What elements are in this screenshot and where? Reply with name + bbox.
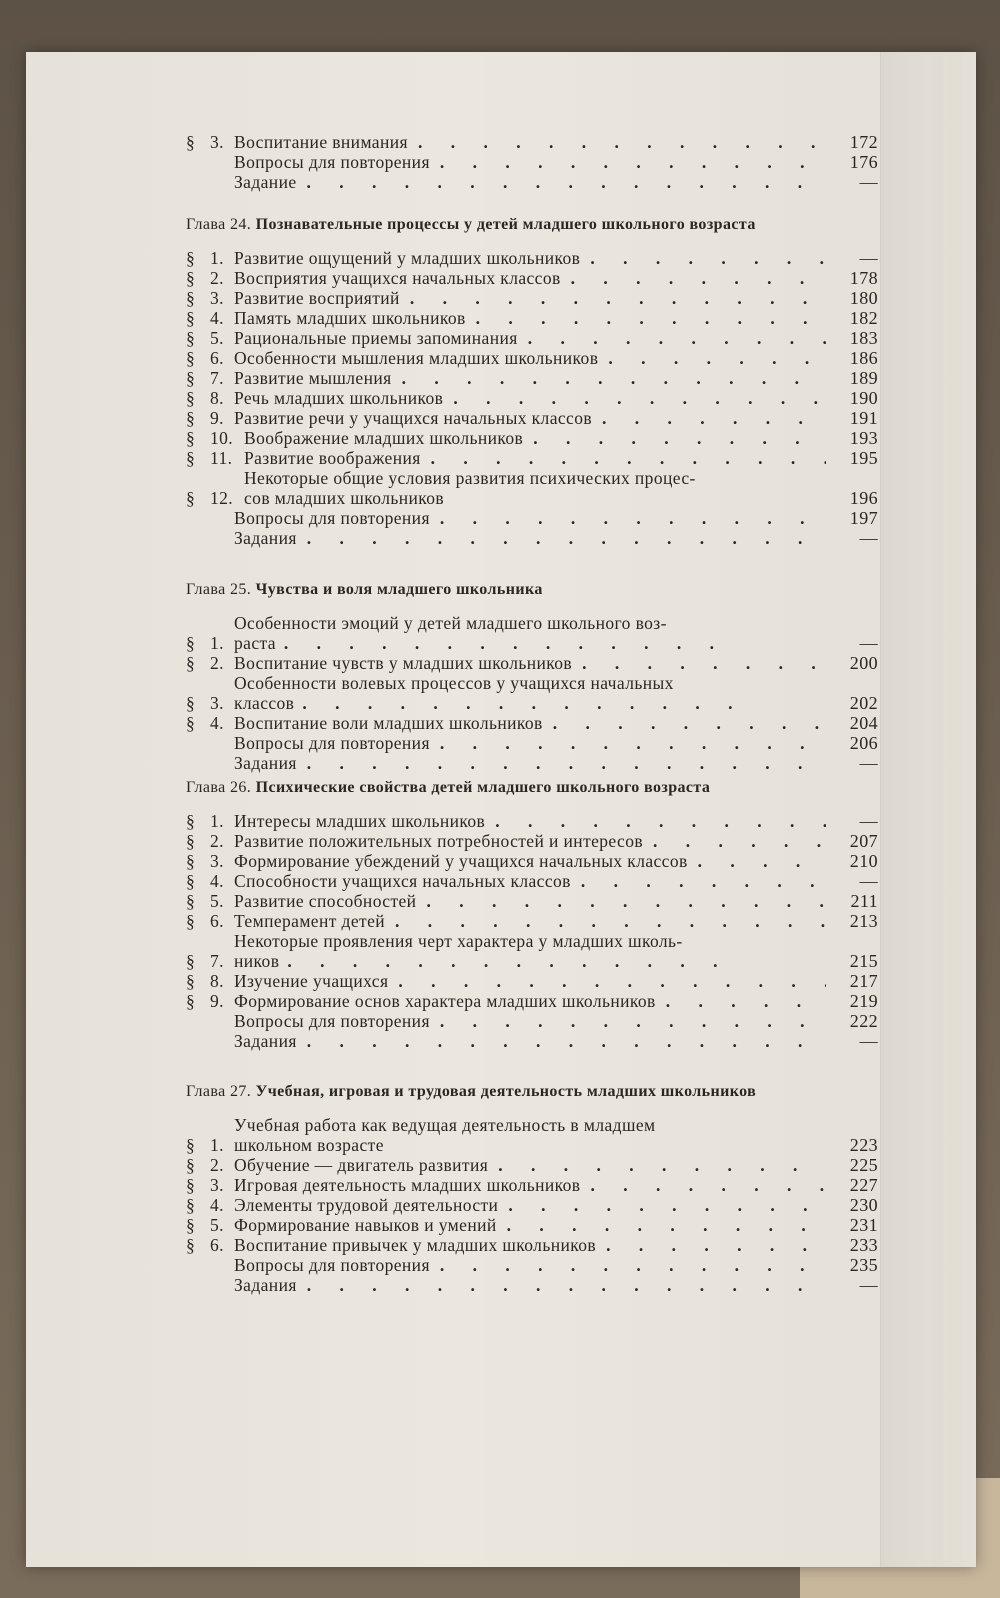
- entry-title: Изучение учащихся: [234, 971, 389, 991]
- page-number: 213: [849, 911, 878, 931]
- dot-leader: . . . . . . . . . . . . . .: [283, 633, 727, 653]
- entry-title: Воспитание чувств у младших школьников: [234, 653, 573, 673]
- section-sign: §: [186, 328, 196, 348]
- section-sign: §: [186, 1235, 196, 1255]
- page-number: 180: [849, 288, 878, 308]
- toc-section: [186, 765, 878, 1051]
- section-sign: §: [186, 653, 196, 673]
- page-number: —: [859, 528, 878, 548]
- toc-entry: [186, 408, 878, 428]
- section-number: 3.: [210, 693, 224, 713]
- page-number: 190: [849, 388, 878, 408]
- chapter-label: Глава 24.: [186, 216, 252, 233]
- entry-title: Вопросы для повторения: [234, 1255, 430, 1275]
- page-number: 207: [849, 831, 878, 851]
- entry-title: Воспитание внимания: [234, 132, 408, 152]
- section-number: 9.: [210, 408, 224, 428]
- toc-entry: [186, 1175, 878, 1195]
- section-sign: §: [186, 248, 196, 268]
- page-number: 189: [849, 368, 878, 388]
- entry-title: Развитие ощущений у младших школьников: [234, 248, 581, 268]
- page-shadow: [880, 52, 977, 1567]
- section-sign: §: [186, 851, 196, 871]
- section-number: 2.: [210, 1155, 224, 1175]
- entry-title: Воображение младших школьников: [244, 428, 524, 448]
- entry-title-continued: школьном возрасте: [234, 1135, 384, 1155]
- toc-entry: [186, 468, 878, 508]
- toc-entry: [186, 653, 878, 673]
- entry-title: Развитие восприятий: [234, 288, 400, 308]
- toc-entry: [186, 388, 878, 408]
- toc-entry: [186, 172, 878, 192]
- toc-entry: [186, 508, 878, 528]
- entry-title: Вопросы для повторения: [234, 733, 430, 753]
- entry-title-continued: классов: [234, 693, 295, 713]
- entry-title: Вопросы для повторения: [234, 508, 430, 528]
- entry-title: Обучение — двигатель развития: [234, 1155, 489, 1175]
- section-number: 10.: [210, 428, 234, 448]
- section-number: 6.: [210, 1235, 224, 1255]
- page-number: 233: [849, 1235, 878, 1255]
- toc-section: [186, 567, 878, 773]
- toc-entry: [186, 713, 878, 733]
- entry-title: Рациональные приемы запоминания: [234, 328, 518, 348]
- entry-title: Особенности эмоций у детей младшего школьного воз-: [234, 613, 667, 633]
- section-sign: §: [186, 268, 196, 288]
- toc-entry: [186, 891, 878, 911]
- toc-entry: [186, 1275, 878, 1295]
- section-sign: §: [186, 1195, 196, 1215]
- toc-entry: [186, 811, 878, 831]
- page-number: 183: [849, 328, 878, 348]
- entry-title-continued: ников: [234, 951, 280, 971]
- section-number: 1.: [210, 1135, 224, 1155]
- section-sign: §: [186, 951, 196, 971]
- toc-entry: [186, 613, 878, 653]
- toc-entry: [186, 528, 878, 548]
- toc-entry: [186, 1235, 878, 1255]
- page-number: 202: [849, 693, 878, 713]
- toc-entry: [186, 428, 878, 448]
- toc-entry: [186, 268, 878, 288]
- page-number: 231: [849, 1215, 878, 1235]
- toc-entry: [186, 911, 878, 931]
- page-number: 186: [849, 348, 878, 368]
- entry-title: Игровая деятельность младших школьников: [234, 1175, 581, 1195]
- page-number: 178: [849, 268, 878, 288]
- page-number: 215: [849, 951, 878, 971]
- page-number: 227: [849, 1175, 878, 1195]
- page-number: 196: [849, 488, 878, 508]
- section-sign: §: [186, 911, 196, 931]
- section-number: 2.: [210, 653, 224, 673]
- entry-title: Развитие мышления: [234, 368, 392, 388]
- section-number: 4.: [210, 713, 224, 733]
- chapter-title: Учебная, игровая и трудовая деятельность младших школьников: [255, 1083, 757, 1100]
- page-number: —: [859, 633, 878, 653]
- page-number: 225: [849, 1155, 878, 1175]
- entry-title: Некоторые проявления черт характера у младших школь-: [234, 931, 683, 951]
- section-sign: §: [186, 713, 196, 733]
- section-sign: §: [186, 348, 196, 368]
- section-number: 8.: [210, 971, 224, 991]
- entry-title: Темперамент детей: [234, 911, 385, 931]
- entry-title: Формирование основ характера младших школьников: [234, 991, 656, 1011]
- section-sign: §: [186, 831, 196, 851]
- section-sign: §: [186, 448, 196, 468]
- section-number: 5.: [210, 1215, 224, 1235]
- page-number: 172: [849, 132, 878, 152]
- section-sign: §: [186, 488, 196, 508]
- entry-title: Задания: [234, 1275, 297, 1295]
- toc-entry: [186, 971, 878, 991]
- page-number: —: [859, 871, 878, 891]
- toc-entry: [186, 1195, 878, 1215]
- toc-entry: [186, 991, 878, 1011]
- section-sign: §: [186, 1175, 196, 1195]
- chapter-title: Чувства и воля младшего школьника: [255, 581, 543, 598]
- section-number: 3.: [210, 1175, 224, 1195]
- entry-title: Речь младших школьников: [234, 388, 444, 408]
- toc-entry: [186, 851, 878, 871]
- section-sign: §: [186, 428, 196, 448]
- chapter-label: Глава 25.: [186, 581, 252, 598]
- section-number: 4.: [210, 871, 224, 891]
- page-number: 176: [849, 152, 878, 172]
- entry-title: Вопросы для повторения: [234, 1011, 430, 1031]
- section-sign: §: [186, 811, 196, 831]
- section-number: 1.: [210, 248, 224, 268]
- section-sign: §: [186, 132, 196, 152]
- section-number: 1.: [210, 811, 224, 831]
- entry-title: Память младших школьников: [234, 308, 466, 328]
- section-number: 1.: [210, 633, 224, 653]
- toc-entry: [186, 248, 878, 268]
- section-number: 2.: [210, 268, 224, 288]
- chapter-title: Познавательные процессы у детей младшего школьного возраста: [255, 216, 756, 233]
- page-number: 182: [849, 308, 878, 328]
- entry-title: Формирование убеждений у учащихся начальных классов: [234, 851, 688, 871]
- chapter-heading: [186, 1081, 878, 1103]
- section-number: 7.: [210, 951, 224, 971]
- toc-entry: [186, 1115, 878, 1155]
- toc-section: [186, 202, 878, 548]
- section-number: 3.: [210, 851, 224, 871]
- section-number: 5.: [210, 328, 224, 348]
- page-number: 217: [849, 971, 878, 991]
- entry-title: Особенности волевых процессов у учащихся начальных: [234, 673, 674, 693]
- chapter-label: Глава 26.: [186, 779, 252, 796]
- toc-entry: [186, 931, 878, 971]
- page-number: 223: [849, 1135, 878, 1155]
- page-number: 219: [849, 991, 878, 1011]
- section-sign: §: [186, 288, 196, 308]
- section-number: 3.: [210, 288, 224, 308]
- section-sign: §: [186, 368, 196, 388]
- page-number: 230: [849, 1195, 878, 1215]
- entry-title: Развитие положительных потребностей и интересов: [234, 831, 644, 851]
- page-number: 206: [849, 733, 878, 753]
- toc-entry: [186, 368, 878, 388]
- toc-entry: [186, 288, 878, 308]
- section-sign: §: [186, 1135, 196, 1155]
- page-number: 191: [849, 408, 878, 428]
- page-number: —: [859, 1275, 878, 1295]
- page-number: 211: [850, 891, 878, 911]
- section-number: 6.: [210, 911, 224, 931]
- entry-title: Задание: [234, 172, 297, 192]
- toc-entry: [186, 348, 878, 368]
- chapter-heading: [186, 214, 878, 236]
- section-sign: §: [186, 991, 196, 1011]
- toc-entry: [186, 1031, 878, 1051]
- section-number: 2.: [210, 831, 224, 851]
- section-sign: §: [186, 871, 196, 891]
- section-number: 12.: [210, 488, 234, 508]
- chapter-label: Глава 27.: [186, 1083, 252, 1100]
- toc-entry: [186, 1011, 878, 1031]
- toc-entry: [186, 733, 878, 753]
- entry-title: Задания: [234, 528, 297, 548]
- page-number: —: [859, 811, 878, 831]
- page-number: 193: [849, 428, 878, 448]
- page-number: 222: [849, 1011, 878, 1031]
- page-number: 210: [849, 851, 878, 871]
- entry-title: Развитие способностей: [234, 891, 417, 911]
- entry-title: Особенности мышления младших школьников: [234, 348, 599, 368]
- entry-title: Интересы младших школьников: [234, 811, 486, 831]
- section-number: 3.: [210, 132, 224, 152]
- page-number: —: [859, 248, 878, 268]
- entry-title: Задания: [234, 1031, 297, 1051]
- entry-title-continued: сов младших школьников: [244, 488, 445, 508]
- entry-title: Формирование навыков и умений: [234, 1215, 497, 1235]
- entry-title-continued: раста: [234, 633, 276, 653]
- page-number: —: [859, 1031, 878, 1051]
- page-number: 200: [849, 653, 878, 673]
- toc-entry: [186, 831, 878, 851]
- toc-entry: [186, 673, 878, 713]
- section-sign: §: [186, 308, 196, 328]
- toc-entry: [186, 152, 878, 172]
- section-number: 4.: [210, 1195, 224, 1215]
- section-sign: §: [186, 971, 196, 991]
- entry-title: Способности учащихся начальных классов: [234, 871, 571, 891]
- entry-title: Восприятия учащихся начальных классов: [234, 268, 561, 288]
- entry-title: Вопросы для повторения: [234, 152, 430, 172]
- toc-entry: [186, 328, 878, 348]
- section-number: 4.: [210, 308, 224, 328]
- page-number: —: [859, 172, 878, 192]
- entry-title: Развитие воображения: [244, 448, 421, 468]
- section-sign: §: [186, 1215, 196, 1235]
- entry-title: Элементы трудовой деятельности: [234, 1195, 499, 1215]
- toc-section: [186, 132, 878, 192]
- section-sign: §: [186, 1155, 196, 1175]
- chapter-heading: [186, 777, 878, 799]
- section-number: 11.: [210, 448, 233, 468]
- section-sign: §: [186, 891, 196, 911]
- section-number: 7.: [210, 368, 224, 388]
- chapter-title: Психические свойства детей младшего школьного возраста: [255, 779, 711, 796]
- section-number: 5.: [210, 891, 224, 911]
- page-number: 195: [849, 448, 878, 468]
- toc-entry: [186, 871, 878, 891]
- toc-section: [186, 1069, 878, 1295]
- section-number: 6.: [210, 348, 224, 368]
- entry-title: Развитие речи у учащихся начальных классов: [234, 408, 593, 428]
- entry-title: Задания: [234, 753, 297, 773]
- section-sign: §: [186, 388, 196, 408]
- section-number: 9.: [210, 991, 224, 1011]
- section-sign: §: [186, 693, 196, 713]
- section-sign: §: [186, 408, 196, 428]
- toc-entry: [186, 308, 878, 328]
- toc-entry: [186, 1255, 878, 1275]
- page-number: 204: [849, 713, 878, 733]
- page-number: —: [859, 753, 878, 773]
- section-sign: §: [186, 633, 196, 653]
- toc-entry: [186, 132, 878, 152]
- toc-entry: [186, 1155, 878, 1175]
- toc-entry: [186, 448, 878, 468]
- section-number: 8.: [210, 388, 224, 408]
- entry-title: Некоторые общие условия развития психических процес-: [244, 468, 696, 488]
- dot-leader: . . . . . . . . . . . . . .: [302, 693, 745, 713]
- page-number: 235: [849, 1255, 878, 1275]
- toc-entry: [186, 1215, 878, 1235]
- dot-leader: . . . . . . . . . . . . . .: [287, 951, 730, 971]
- page-number: 197: [849, 508, 878, 528]
- entry-title: Воспитание воли младших школьников: [234, 713, 543, 733]
- chapter-heading: [186, 579, 878, 601]
- entry-title: Воспитание привычек у младших школьников: [234, 1235, 597, 1255]
- entry-title: Учебная работа как ведущая деятельность в младшем: [234, 1115, 656, 1135]
